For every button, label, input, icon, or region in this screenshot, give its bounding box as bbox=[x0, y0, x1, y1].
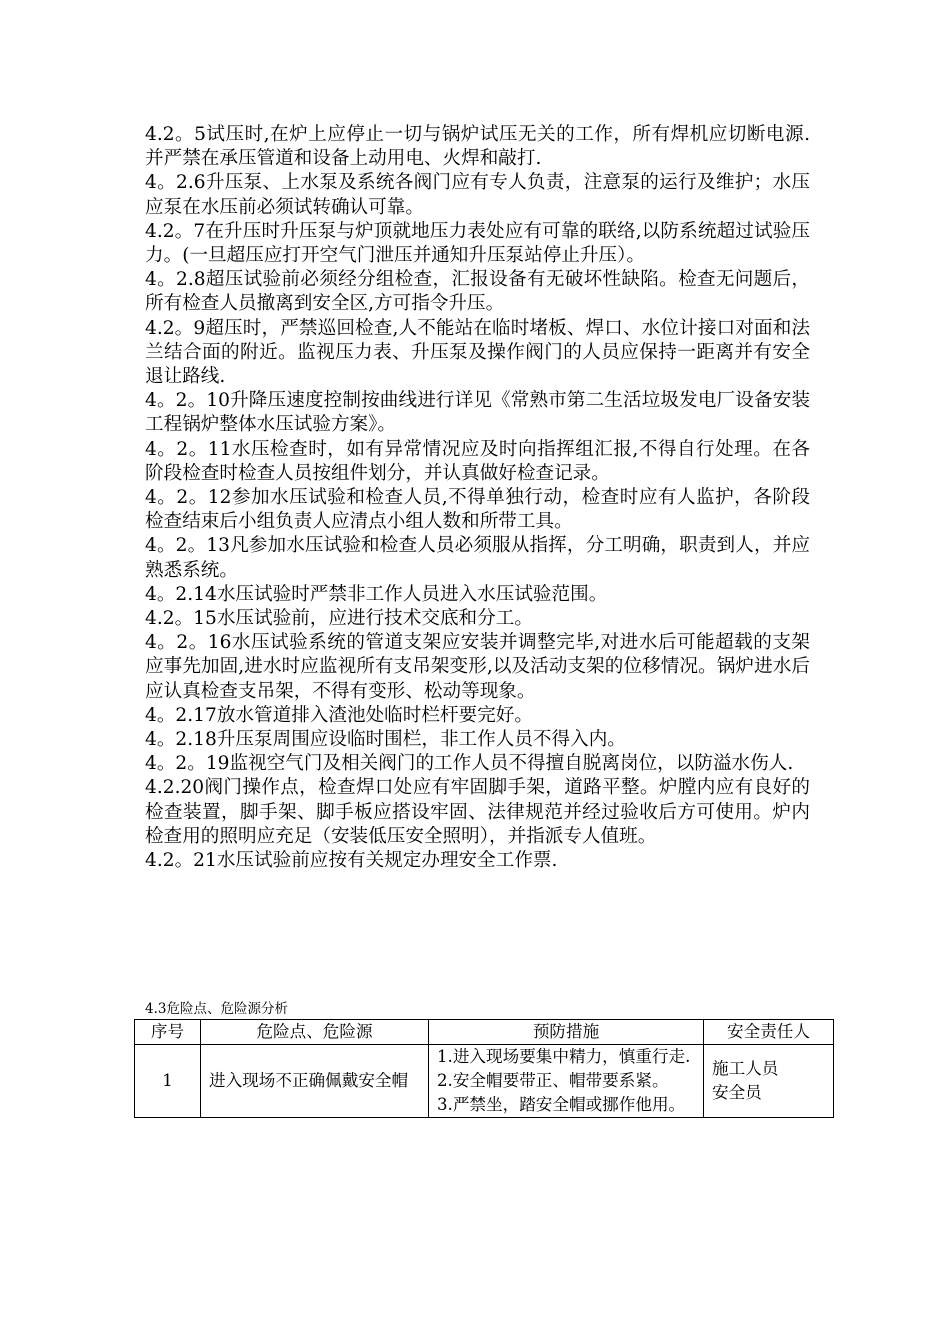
paragraph-4-2-12: 4。2。12参加水压试验和检查人员,不得单独行动，检查时应有人监护，各阶段检查结束后小组负责人应清点小组人数和所带工具。 bbox=[145, 487, 810, 533]
header-measures: 预防措施 bbox=[429, 1020, 704, 1045]
responsible-person: 安全员 bbox=[712, 1083, 762, 1102]
paragraph-4-2-16: 4。2。16水压试验系统的管道支架应安装并调整完毕,对进水后可能超载的支架应事先加固,进水时应监视所有支吊架变形,以及活动支架的位移情况。锅炉进水后应认真检查支吊架，不得有变形、松动等现象。 bbox=[145, 632, 810, 702]
paragraph-4-2-7: 4.2。7在升压时升压泵与炉顶就地压力表处应有可靠的联络,以防系统超过试验压力。(一旦超压应打开空气门泄压并通知升压泵站停止升压）。 bbox=[145, 220, 810, 267]
table-header-row bbox=[135, 1020, 834, 1045]
paragraph-4-2-6: 4。2.6升压泵、上水泵及系统各阀门应有专人负责，注意泵的运行及维护；水压应泵在水压前必须试转确认可靠。 bbox=[145, 172, 810, 218]
paragraph-4-2-21: 4.2。21水压试验前应按有关规定办理安全工作票. bbox=[145, 850, 558, 872]
paragraph-4-2-5: 4.2。5试压时,在炉上应停止一切与锅炉试压无关的工作，所有焊机应切断电源.并严禁在承压管道和设备上动用电、火焊和敲打. bbox=[145, 124, 810, 170]
header-hazard: 危险点、危险源 bbox=[201, 1020, 429, 1045]
section-title: 4.3危险点、危险源分析 bbox=[145, 1001, 288, 1017]
row-hazard: 进入现场不正确佩戴安全帽 bbox=[201, 1045, 429, 1118]
paragraph-4-2-20: 4.2.20阀门操作点，检查焊口处应有牢固脚手架，道路平整。炉膛内应有良好的检查装置，脚手架、脚手板应搭设牢固、法律规范并经过验收后方可使用。炉内检查用的照明应充足（安装低压安全照明），并指派专人值班。 bbox=[145, 777, 810, 847]
hazard-table bbox=[134, 1019, 834, 1118]
measure-item: 2.安全帽要带正、帽带要系紧。 bbox=[437, 1071, 669, 1090]
row-responsible bbox=[704, 1045, 834, 1118]
header-responsible: 安全责任人 bbox=[704, 1020, 834, 1045]
paragraph-4-2-11: 4。2。11水压检查时，如有异常情况应及时向指挥组汇报,不得自行处理。在各阶段检查时检查人员按组件划分，并认真做好检查记录。 bbox=[145, 438, 810, 484]
table-row bbox=[135, 1045, 834, 1118]
procedure-text bbox=[145, 123, 810, 873]
measure-item: 3.严禁坐，踏安全帽或挪作他用。 bbox=[437, 1095, 686, 1114]
header-number: 序号 bbox=[135, 1020, 201, 1045]
paragraph-4-2-17: 4。2.17放水管道排入渣池处临时栏杆要完好。 bbox=[145, 704, 533, 726]
paragraph-4-2-10: 4。2。10升降压速度控制按曲线进行详见《常熟市第二生活垃圾发电厂设备安装工程锅炉整体水压试验方案》。 bbox=[145, 390, 810, 436]
paragraph-4-2-14: 4。2.14水压试验时严禁非工作人员进入水压试验范围。 bbox=[145, 583, 608, 605]
paragraph-4-2-13: 4。2。13凡参加水压试验和检查人员必须服从指挥，分工明确，职责到人，并应熟悉系统。 bbox=[145, 535, 810, 581]
row-number: 1 bbox=[135, 1045, 201, 1118]
row-measures bbox=[429, 1045, 704, 1118]
paragraph-4-2-15: 4.2。15水压试验前，应进行技术交底和分工。 bbox=[145, 608, 533, 630]
paragraph-4-2-19: 4。2。19监视空气门及相关阀门的工作人员不得擅自脱离岗位，以防溢水伤人. bbox=[145, 753, 794, 775]
measure-item: 1.进入现场要集中精力，慎重行走. bbox=[437, 1047, 691, 1066]
responsible-person: 施工人员 bbox=[712, 1059, 779, 1078]
paragraph-4-2-18: 4。2.18升压泵周围应设临时围栏，非工作人员不得入内。 bbox=[145, 729, 626, 751]
paragraph-4-2-9: 4.2。9超压时，严禁巡回检查,人不能站在临时堵板、焊口、水位计接口对面和法兰结合面的附近。监视压力表、升压泵及操作阀门的人员应保持一距离并有安全退让路线. bbox=[145, 317, 810, 388]
paragraph-4-2-8: 4。2.8超压试验前必须经分组检查，汇报设备有无破坏性缺陷。检查无问题后，所有检查人员撤离到安全区,方可指令升压。 bbox=[145, 269, 810, 315]
